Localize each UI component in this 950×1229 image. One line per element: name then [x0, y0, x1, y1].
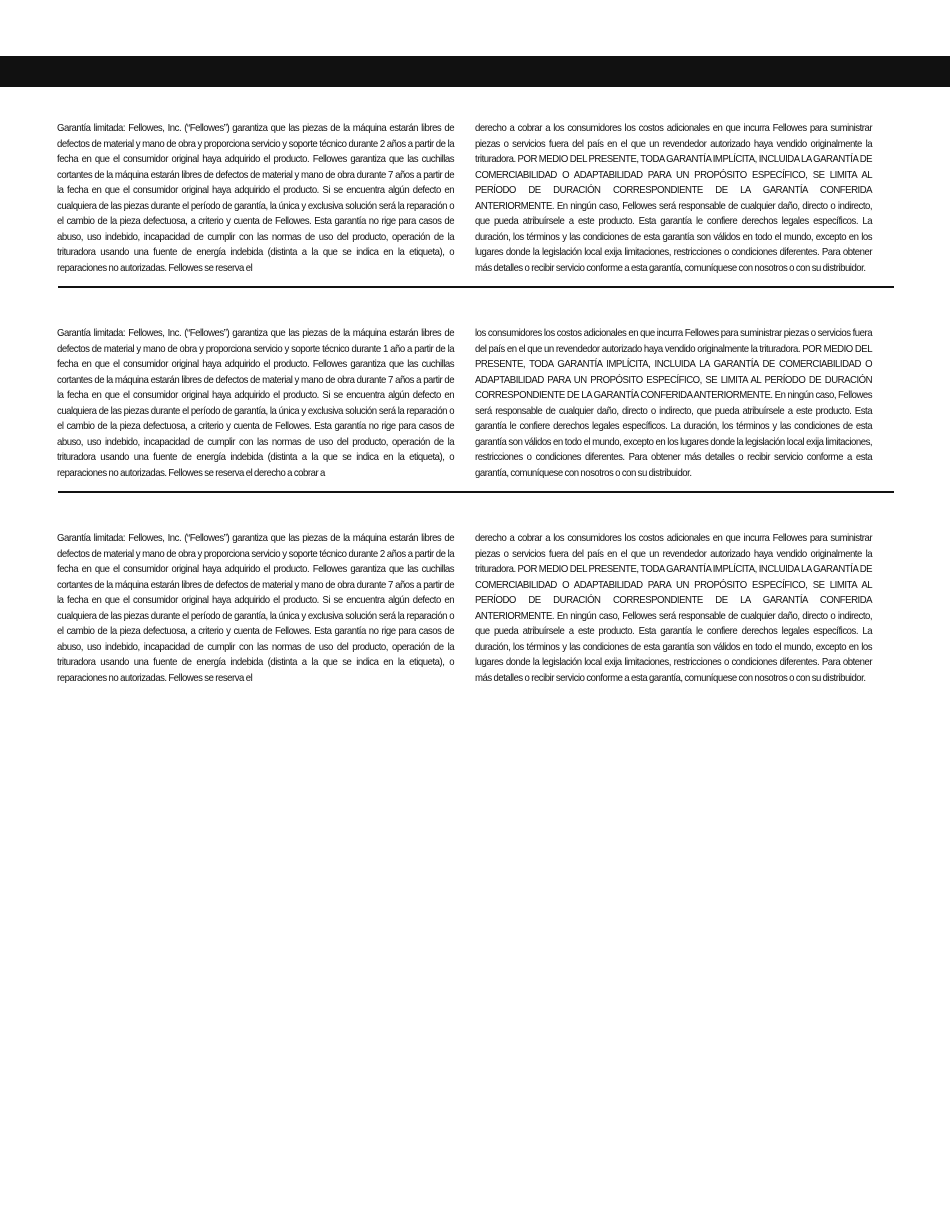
section-divider [58, 491, 894, 493]
header-bar [0, 56, 950, 87]
warranty-section-2-years-b [57, 531, 893, 686]
warranty-section-2-years [57, 121, 893, 276]
warranty-right-column: derecho a cobrar a los consumidores los costos adicionales en que incurra Fellowes para suministrar piezas o servicios fuera del país en el que un revendedor autorizado haya vendido originalmente la trituradora. POR MEDIO DEL PRESENTE, TODA GARANTÍA IMPLÍCITA, INCLUIDA LA GARANTÍA DE COMERCIABILIDAD O ADAPTABILIDAD PARA UN PROPÓSITO ESPECÍFICO, SE LIMITA AL PERÍODO DE DURACIÓN CORRESPONDIENTE DE LA GARANTÍA CONFERIDA ANTERIORMENTE. En ningún caso, Fellowes será responsable de cualquier daño, directo o indirecto, que pueda atribuírsele a este producto. Esta garantía le confiere derechos legales específicos. La duración, los términos y las condiciones de esta garantía son válidos en todo el mundo, excepto en los lugares donde la legislación local exija limitaciones, restricciones o condiciones diferentes. Para obtener más detalles o recibir servicio conforme a esta garantía, comuníquese con nosotros o con su distribuidor. [475, 533, 873, 684]
warranty-right-column: derecho a cobrar a los consumidores los costos adicionales en que incurra Fellowes para suministrar piezas o servicios fuera del país en el que un revendedor autorizado haya vendido originalmente la trituradora. POR MEDIO DEL PRESENTE, TODA GARANTÍA IMPLÍCITA, INCLUIDA LA GARANTÍA DE COMERCIABILIDAD O ADAPTABILIDAD PARA UN PROPÓSITO ESPECÍFICO, SE LIMITA AL PERÍODO DE DURACIÓN CORRESPONDIENTE DE LA GARANTÍA CONFERIDA ANTERIORMENTE. En ningún caso, Fellowes será responsable de cualquier daño, directo o indirecto, que pueda atribuírsele a este producto. Esta garantía le confiere derechos legales específicos. La duración, los términos y las condiciones de esta garantía son válidos en todo el mundo, excepto en los lugares donde la legislación local exija limitaciones, restricciones o condiciones diferentes. Para obtener más detalles o recibir servicio conforme a esta garantía, comuníquese con nosotros o con su distribuidor. [475, 123, 873, 274]
warranty-left-column: Garantía limitada: Fellowes, Inc. (“Fellowes”) garantiza que las piezas de la máquina estarán libres de defectos de material y mano de obra y proporciona servicio y soporte técnico durante 1 año a partir de la fecha en que el consumidor original haya adquirido el producto. Fellowes garantiza que las cuchillas cortantes de la máquina estarán libres de defectos de material y mano de obra durante 7 años a partir de la fecha en que el consumidor original haya adquirido el producto. Si se encuentra algún defecto en cualquiera de las piezas durante el período de garantía, la única y exclusiva solución será la reparación o el cambio de la pieza defectuosa, a criterio y cuenta de Fellowes. Esta garantía no rige para casos de abuso, uso indebido, incapacidad de cumplir con las normas de uso del producto, operación de la trituradora usando una fuente de energía indebida (distinta a la que se indica en la etiqueta), o reparaciones no autorizadas. Fellowes se reserva el derecho a cobrar a [57, 328, 455, 479]
warranty-right-column: los consumidores los costos adicionales en que incurra Fellowes para suministrar piezas o servicios fuera del país en el que un revendedor autorizado haya vendido originalmente la trituradora. POR MEDIO DEL PRESENTE, TODA GARANTÍA IMPLÍCITA, INCLUIDA LA GARANTÍA DE COMERCIABILIDAD O ADAPTABILIDAD PARA UN PROPÓSITO ESPECÍFICO, SE LIMITA AL PERÍODO DE DURACIÓN CORRESPONDIENTE DE LA GARANTÍA CONFERIDA ANTERIORMENTE. En ningún caso, Fellowes será responsable de cualquier daño, directo o indirecto, que pueda atribuírsele a este producto. Esta garantía le confiere derechos legales específicos. La duración, los términos y las condiciones de esta garantía son válidos en todo el mundo, excepto en los lugares donde la legislación local exija limitaciones, restricciones o condiciones diferentes. Para obtener más detalles o recibir servicio conforme a esta garantía, comuníquese con nosotros o con su distribuidor. [475, 328, 873, 479]
warranty-section-1-year [57, 326, 893, 481]
warranty-left-column: Garantía limitada: Fellowes, Inc. (“Fellowes”) garantiza que las piezas de la máquina estarán libres de defectos de material y mano de obra y proporciona servicio y soporte técnico durante 2 años a partir de la fecha en que el consumidor original haya adquirido el producto. Fellowes garantiza que las cuchillas cortantes de la máquina estarán libres de defectos de material y mano de obra durante 7 años a partir de la fecha en que el consumidor original haya adquirido el producto. Si se encuentra algún defecto en cualquiera de las piezas durante el período de garantía, la única y exclusiva solución será la reparación o el cambio de la pieza defectuosa, a criterio y cuenta de Fellowes. Esta garantía no rige para casos de abuso, uso indebido, incapacidad de cumplir con las normas de uso del producto, operación de la trituradora usando una fuente de energía indebida (distinta a la que se indica en la etiqueta), o reparaciones no autorizadas. Fellowes se reserva el [57, 533, 455, 684]
warranty-left-column: Garantía limitada: Fellowes, Inc. (“Fellowes”) garantiza que las piezas de la máquina estarán libres de defectos de material y mano de obra y proporciona servicio y soporte técnico durante 2 años a partir de la fecha en que el consumidor original haya adquirido el producto. Fellowes garantiza que las cuchillas cortantes de la máquina estarán libres de defectos de material y mano de obra durante 7 años a partir de la fecha en que el consumidor original haya adquirido el producto. Si se encuentra algún defecto en cualquiera de las piezas durante el período de garantía, la única y exclusiva solución será la reparación o el cambio de la pieza defectuosa, a criterio y cuenta de Fellowes. Esta garantía no rige para casos de abuso, uso indebido, incapacidad de cumplir con las normas de uso del producto, operación de la trituradora usando una fuente de energía indebida (distinta a la que se indica en la etiqueta), o reparaciones no autorizadas. Fellowes se reserva el [57, 123, 455, 274]
section-divider [58, 286, 894, 288]
